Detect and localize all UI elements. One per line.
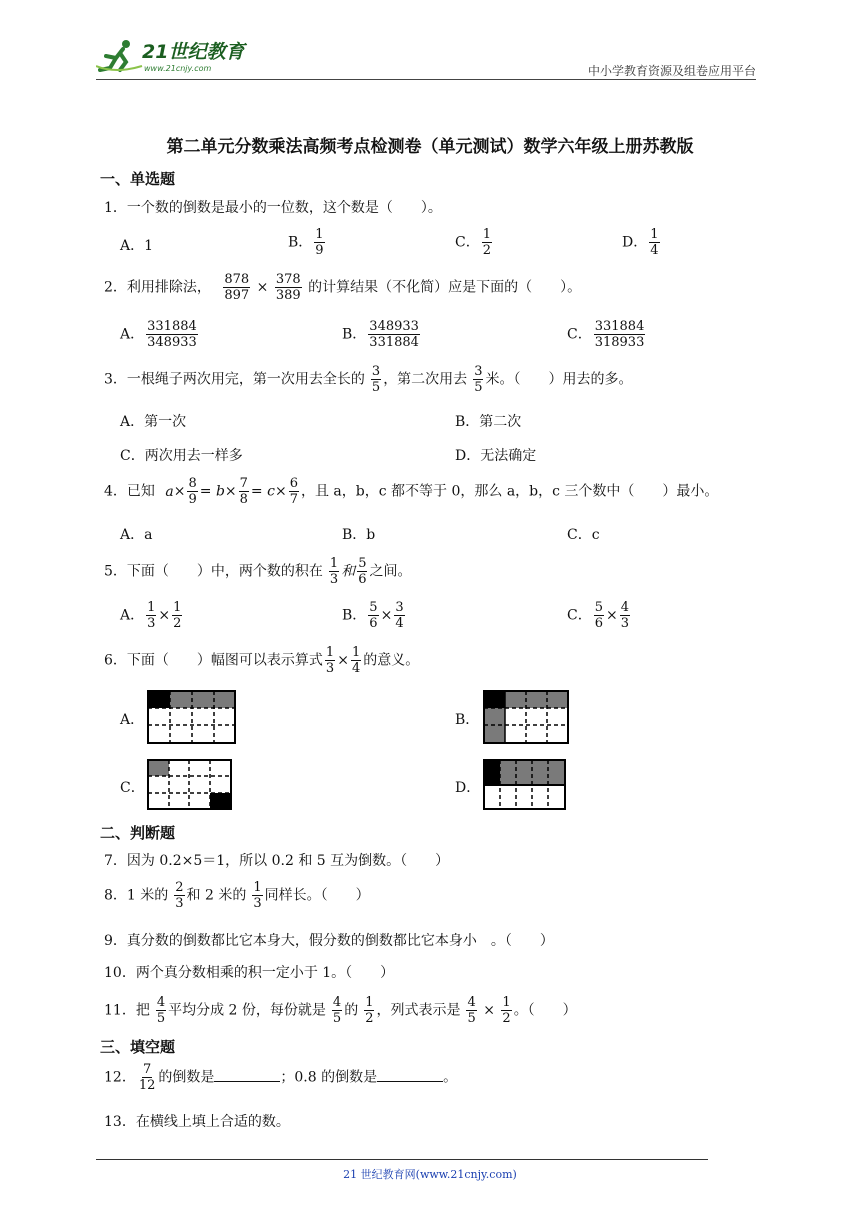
question-6: 6．下面（ ）幅图可以表示算式 $\frac{1}{3}$ × $\frac{1}{4}$ 的意义。 (104, 645, 420, 676)
q3-option-c: C．两次用去一样多 (120, 448, 243, 464)
section-heading-fill-blank: 三、填空题 (100, 1038, 176, 1056)
q5-option-a: A． $\frac{1}{3}$ × $\frac{1}{2}$ (120, 600, 182, 631)
q2-option-c: C． $\frac{331884}{318933}$ (567, 319, 645, 350)
q6-figure-a (147, 690, 236, 744)
question-10: 10．两个真分数相乘的积一定小于 1。（ ） (104, 965, 395, 981)
question-4: 4．已知 a× $\frac{8}{9}$ = b× $\frac{7}{8}$ = c× $\frac{6}{7}$ ，且 a，b，c 都不等于 0，那么 a，b，c 三个数中（ ）最小。 (104, 476, 719, 507)
q2-option-b: B． $\frac{348933}{331884}$ (342, 319, 419, 350)
q6-figure-c (147, 759, 232, 810)
site-logo (96, 36, 256, 76)
question-13: 13．在横线上填上合适的数。 (104, 1114, 290, 1130)
logo-url: www.21cnjy.com (144, 64, 212, 73)
question-3: 3．一根绳子两次用完，第一次用去全长的 $\frac{3}{5}$ ，第二次用去 $\frac{3}{5}$ 米。（ ）用去的多。 (104, 364, 633, 395)
q6-figure-d (483, 759, 566, 810)
question-8: 8．1 米的 $\frac{2}{3}$ 和 2 米的 $\frac{1}{3}$ 同样长。（ ） (104, 880, 370, 911)
header-divider (96, 79, 756, 80)
q4-option-b: B．b (342, 527, 376, 543)
q3-option-a: A．第一次 (120, 414, 187, 430)
answer-blank-1[interactable] (214, 1068, 280, 1082)
section-heading-true-false: 二、判断题 (100, 824, 176, 842)
q1-option-c: C． $\frac{1}{2}$ (455, 227, 491, 258)
answer-blank-2[interactable] (377, 1068, 443, 1082)
question-2: 2．利用排除法， $\frac{878}{897}$ × $\frac{378}{389}$ 的计算结果（不化简）应是下面的（ ）。 (104, 272, 582, 303)
runner-icon (96, 40, 142, 70)
question-5: 5．下面（ ）中，两个数的积在 $\frac{1}{3}$ 和 $\frac{5}{6}$ 之间。 (104, 556, 412, 587)
question-1: 1．一个数的倒数是最小的一位数，这个数是（ ）。 (104, 200, 442, 216)
logo-text: 21世纪教育 (142, 41, 245, 63)
q4-option-c: C．c (567, 527, 600, 543)
question-12: 12． $\frac{7}{12}$ 的倒数是 ；0.8 的倒数是 。 (104, 1062, 458, 1093)
q6-option-a: A． (120, 712, 145, 728)
q5-option-b: B． $\frac{5}{6}$ × $\frac{3}{4}$ (342, 600, 404, 631)
question-7: 7．因为 0.2×5＝1，所以 0.2 和 5 互为倒数。（ ） (104, 853, 450, 869)
q1-option-a: A．1 (120, 238, 154, 254)
footer-divider (96, 1159, 708, 1160)
q6-figure-b (483, 690, 569, 744)
q6-option-d: D． (455, 780, 481, 796)
page-title: 第二单元分数乘法高频考点检测卷（单元测试）数学六年级上册苏教版 (166, 137, 694, 157)
footer-source: 21 世纪教育网(www.21cnjy.com) (343, 1168, 517, 1181)
header-platform-text: 中小学教育资源及组卷应用平台 (587, 64, 756, 78)
question-9: 9．真分数的倒数都比它本身大，假分数的倒数都比它本身小 。（ ） (104, 933, 554, 949)
q4-option-a: A．a (120, 527, 153, 543)
section-heading-single-choice: 一、单选题 (100, 170, 176, 188)
q3-option-d: D．无法确定 (455, 448, 537, 464)
q2-option-a: A． $\frac{331884}{348933}$ (120, 319, 197, 350)
q3-option-b: B．第二次 (455, 414, 522, 430)
q1-option-d: D． $\frac{1}{4}$ (622, 227, 659, 258)
question-11: 11．把 $\frac{4}{5}$ 平均分成 2 份，每份就是 $\frac{4}{5}$ 的 $\frac{1}{2}$ ，列式表示是 $\frac{4}{5}$ × $\frac{1}{2}$ 。（ ） (104, 995, 577, 1026)
q6-option-c: C． (120, 780, 145, 796)
q1-option-b: B． $\frac{1}{9}$ (288, 227, 324, 258)
q5-option-c: C． $\frac{5}{6}$ × $\frac{4}{3}$ (567, 600, 630, 631)
q6-option-b: B． (455, 712, 480, 728)
